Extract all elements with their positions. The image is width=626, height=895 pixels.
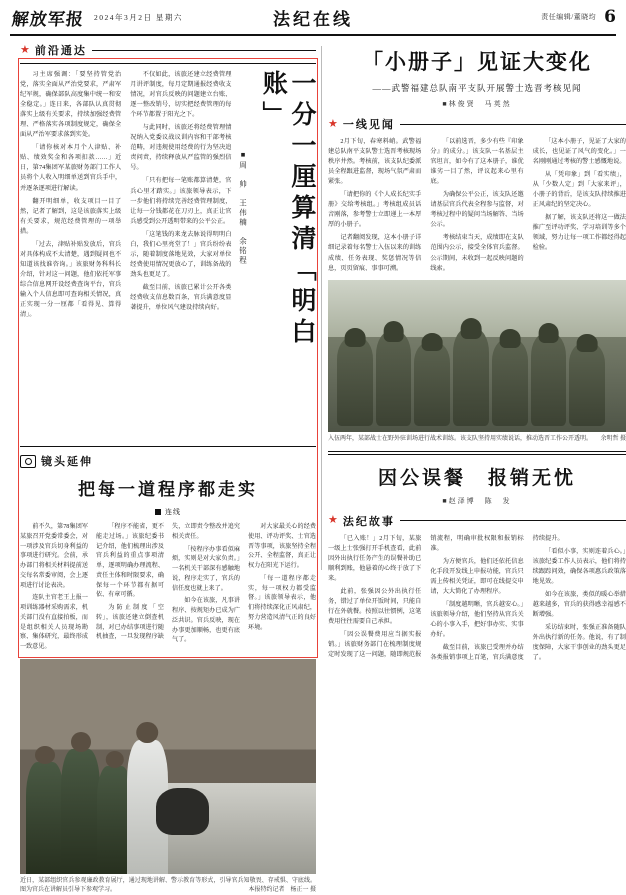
paragraph: 从「凭印象」到「看实绩」，从「少数人定」到「大家来评」，小册子的背后，是该支队持续推进正风肃纪的坚定决心。 (532, 171, 626, 209)
star-icon: ★ (20, 43, 30, 56)
paragraph: 考核结束当天，成绩即在支队范围内公示，接受全体官兵监督。公示期间，未收到一起反映问题的线索。 (430, 234, 524, 272)
caption-text: 近日，某部组织官兵参观廉政教育展厅，通过现地讲解、警示教育等形式，引导官兵知敬畏、存戒惧、守底线。图为官兵在讲解员引导下参观学习。 (20, 877, 316, 893)
paragraph: 为防止制度「空转」，该旅还建立倒查机制，对已办结事项进行随机抽查，一旦发现程序缺失，立即责令整改并追究相关责任。 (96, 524, 240, 641)
section-header-lens (20, 453, 316, 469)
section-header-frontier (20, 42, 316, 58)
section-label: 镜头延伸 (41, 455, 93, 468)
section-label: 法纪故事 (342, 514, 395, 528)
article-one-body (20, 70, 232, 440)
column-divider (321, 46, 322, 570)
paragraph: 截至目前，该旅已受理并办结各类报销事项上百笔，官兵满意度持续提升。 (430, 534, 564, 662)
photo-credit: 余明哲 摄 (600, 435, 626, 442)
publication-date: 2024年3月2日 星期六 (94, 12, 183, 22)
paragraph: 「请你核对本月个人津贴、补贴、绩效奖金和各项扣款……」近日，第74集团军某旅财务部门工作人员将个人收入明细单送到官兵手中，并逐条逐项进行解读。 (20, 144, 122, 192)
photo-credit: 本报特约记者 杨正一 摄 (248, 886, 316, 893)
photo-soldiers-training (328, 280, 626, 432)
caption-text: 入伍两年，某部战士在野外驻训场进行战术训练。该支队坚持用实绩说话，推动选晋工作公开透明。 (328, 435, 593, 442)
right-article-two-body (328, 534, 626, 664)
section-header-frontline (328, 116, 626, 132)
section-label: 一线见闻 (342, 118, 395, 131)
responsible-editor: 责任编辑/董晓均 (541, 13, 597, 21)
paragraph: 「制度越明晰，官兵越安心。」该旅领导介绍，他们坚持从官兵关心的小事入手，把好事办实、实事办好。 (430, 600, 524, 639)
page-content (10, 36, 626, 893)
article-one (20, 63, 316, 447)
paragraph: 与此同时，该旅还将经费管理情况纳入党委议战议训内容和干部考核范畴，对违规使用经费的行为坚决追责问责，持续释放从严监管的强烈信号。 (130, 124, 232, 172)
photo-caption (20, 877, 316, 895)
paragraph: 「按程序办事看似麻烦，实则是对大家负责。」一名机关干部深有感触地说，程序走实了，官兵的信任度也就上来了。 (172, 546, 240, 592)
section-divider (328, 451, 626, 455)
paragraph: 对大家最关心的经费使用、评功评奖、士官选晋等事项，该旅坚持全程公开、全程监督，真正让权力在阳光下运行。 (248, 524, 316, 569)
right-article-two-byline: ■赵泽博 陈 发 (442, 496, 512, 505)
divider-line (400, 520, 626, 521)
page-number: 6 (604, 7, 616, 27)
paragraph: 「程序不能省，更不能走过场。」该旅纪委书记介绍，他们梳理出涉及官兵利益的重点事项清单，逐项明确办理流程、责任主体和时限要求，确保每一个环节都有据可依、有章可循。 (96, 524, 164, 599)
divider-line (400, 124, 626, 125)
right-article-one-subtitle: ——武警福建总队南平支队开展警士选晋考核见闻 (372, 83, 582, 93)
article-two-body (20, 523, 316, 653)
paragraph: 「只有把每一笔账都算清楚，官兵心里才踏实。」该旅领导表示，下一步他们将持续完善经费管理制度，让每一分钱都花在刀刃上，真正让官兵感受到公开透明带来的公平公正。 (130, 177, 232, 225)
paragraph: 「请把你的《个人成长纪实手册》交给考核组。」考核组成员话音刚落，参考警士立即递上一本厚厚的小册子。 (328, 191, 422, 229)
masthead (10, 0, 616, 36)
paragraph: 如今在该旅，凡事讲程序、按规矩办已成为广泛共识。官兵反映，现在办事更加顺畅，也更有底气了。 (172, 598, 240, 644)
paragraph: 2月下旬，春寒料峭。武警福建总队南平支队警士选晋考核现场秩序井然。考核前，该支队纪委派员全程跟进监督，现场气氛严肃而紧张。 (328, 138, 422, 186)
article-one-title: 一分一厘算清「明白账」 (259, 70, 317, 349)
divider-line (92, 50, 316, 51)
paragraph: 为确保公平公正，该支队还邀请基层官兵代表全程参与监督，对考核过程中的疑问当场解答、当场公示。 (430, 191, 524, 229)
paragraph: 「这本小册子，见证了大家的成长，也见证了风气的变化。」一名刚刚通过考核的警士感慨地说。 (532, 138, 626, 166)
article-two-title: 把每一道程序都走实 (78, 480, 258, 500)
article-two-marker (20, 507, 316, 517)
paragraph: 不仅如此，该旅还建立经费管理月讲评制度，每月定期通报经费收支情况，对官兵反映的问题建立台账、逐一整改销号，切实把经费管理的每个环节都置于阳光之下。 (130, 71, 232, 119)
paragraph: 「因公误餐费用应当据实报销。」该旅财务部门在梳理制度规定时发现了这一问题，随即规范报销流程，明确审批权限和报销标准。 (328, 534, 524, 659)
star-icon: ★ (328, 117, 338, 130)
right-article-one-body (328, 137, 626, 274)
paragraph: 「已入账！」2月下旬，某旅一级上士张强打开手机查看，此前因外出执行任务产生的误餐补助已顺利到账，他悬着的心终于放了下来。 (328, 534, 422, 582)
star-icon: ★ (328, 514, 338, 527)
paragraph: 连队主官老王上报一项训练器材采购需求，机关部门没有直接拍板，而是组织相关人员现场勘察、集体研究，最终形成一致意见。 (20, 595, 88, 650)
marker-label: 连线 (165, 508, 181, 516)
article-one-byline: ■周 帅 王伟楠 余铭程 (238, 150, 248, 266)
paragraph: 截至目前，该旅已累计公开各类经费收支信息数百条，官兵满意度显著提升，单位风气建设持续向好。 (130, 283, 232, 312)
paragraph: 「以前选晋，多少有些『印象分』的成分。」该支队一名基层主官坦言，如今有了这本册子，谁优谁劣一目了然，评议起来心里有底。 (430, 138, 524, 186)
right-article-one-byline: ■林俊贤 马英然 (442, 100, 512, 108)
right-column (328, 42, 626, 663)
paragraph: 此前，张强因公外出执行任务，错过了单位开饭时间，只能自行在外就餐。按照以往惯例，这笔费用往往需要自己承担。 (328, 587, 422, 625)
square-bullet-icon (155, 509, 161, 515)
paragraph: 「过去，津贴补贴发放后，官兵对具体构成不太清楚，遇到疑问也不知道该找谁咨询。」该旅财务科科长介绍，针对这一问题，他们依托军事综合信息网开设经费查询平台，官兵输入个人信息即可查询相关情况，真正实现一分一厘都「看得见、算得清」。 (20, 240, 122, 319)
section-header-story (328, 513, 626, 529)
paragraph: 如今在该旅，类似的暖心举措越来越多，官兵的获得感幸福感不断增强。 (532, 590, 626, 618)
paragraph: 「每一道程序都走实，每一项权力都受监督。」该旅领导表示，他们将持续深化正风肃纪，努力营造风清气正的良好环境。 (248, 575, 316, 631)
section-label: 前沿通达 (34, 44, 87, 57)
photo-caption (328, 435, 626, 444)
camera-icon (20, 455, 36, 468)
paragraph: 前不久，第78集团军某旅召开党委常委会，对一项涉及官兵切身利益的事项进行研究。会前，承办部门将相关材料提前送交每名常委审阅，会上逐项进行讨论表决。 (20, 524, 88, 589)
article-lead: 习主席强调：「要坚持管党治党，落实全面从严治党要求，严肃军纪军规，确保部队高度集中统一和安全稳定。」连日来，各部队认真贯彻落实上级有关要求，持续加强经费管理、严格落实各项制度规定，确保全面从严治军要求落到实处。 (20, 71, 122, 139)
paragraph: 据了解，该支队还将这一做法推广至评功评奖、学习培训等多个领域，努力让每一项工作都经得起检验。 (532, 214, 626, 252)
photo-education-exhibit (20, 659, 316, 874)
right-article-one-title: 「小册子」见证大变化 (362, 49, 592, 74)
paragraph: 记者翻阅发现，这本小册子详细记录着每名警士入伍以来的训练成绩、任务表现、奖惩情况等信息，页页留痕、事事可溯。 (328, 234, 422, 272)
newspaper-logo: 解放军报 (10, 9, 85, 30)
paragraph: 「看似小事，实则连着兵心。」该旅纪委工作人员表示，他们将持续跟踪问效，确保各项惠兵政策落地见效。 (532, 547, 626, 585)
paragraph: 「这笔钱的来龙去脉说得明明白白，我们心里亮堂了！」官兵纷纷表示，随着制度落地见效，大家对单位经费使用情况更放心了，训练备战的劲头也更足了。 (130, 230, 232, 278)
right-article-two-title: 因公误餐 报销无忧 (377, 466, 576, 489)
left-column (20, 42, 316, 895)
page-title: 法纪在线 (273, 9, 353, 30)
paragraph: 采访结束时，张强正准备随队外出执行新的任务。他说，有了制度保障，大家干事创业的劲头更足了。 (532, 623, 626, 662)
paragraph: 为方便官兵，他们还依托信息化手段开发线上申报功能，官兵只需上传相关凭证，即可在线提交申请，大大简化了办理程序。 (430, 557, 524, 595)
paragraph: 翻开明细单，收支项目一目了然，记者了解到，这是该旅落实上级有关要求，规范经费管理的一项举措。 (20, 197, 122, 235)
